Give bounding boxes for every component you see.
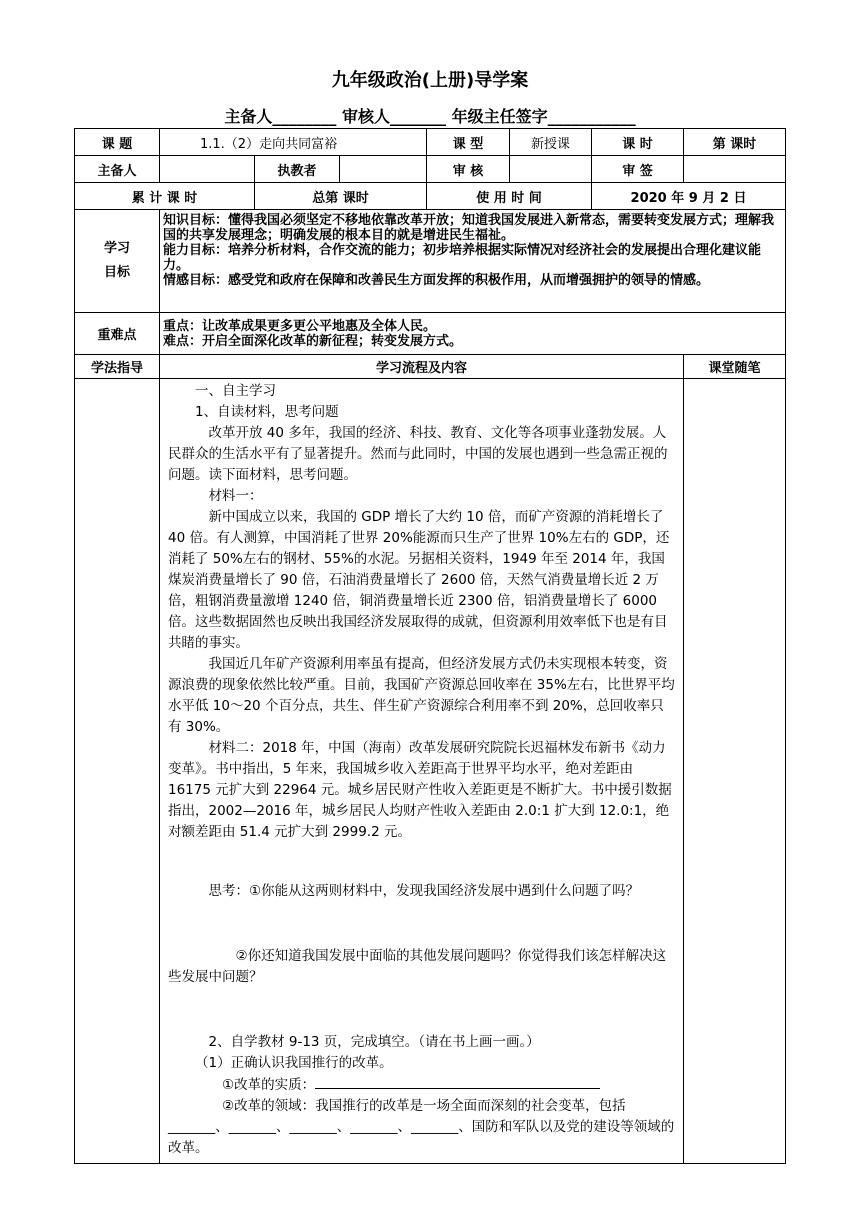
- type-value: 新授课: [510, 129, 592, 156]
- goals-label-line2: 目标: [103, 265, 130, 280]
- date-label: 使 用 时 间: [427, 183, 592, 210]
- method-cell: [75, 379, 160, 1164]
- goal-knowledge: 知识目标：懂得我国必须坚定不移地依靠改革开放；知道我国发展进入新常态，需要转变发展方式；理解我国的共享发展理念；明确发展的根本目的就是增进民生福祉。: [163, 213, 775, 243]
- item-reform: （1）正确认识我国推行的改革。: [195, 1055, 393, 1071]
- review-value: [510, 156, 592, 183]
- row-content: [75, 379, 786, 1164]
- lesson-table: [74, 128, 786, 1164]
- key-point: 重点：让改革成果更多更公平地惠及全体人民。: [163, 318, 437, 334]
- item-reform-essence: [168, 1074, 675, 1096]
- row-schedule: [75, 183, 786, 210]
- notes-cell: [684, 379, 786, 1164]
- row-key-points: [75, 313, 786, 355]
- goals-label-line1: 学习: [103, 241, 130, 256]
- goals-content: [160, 210, 786, 313]
- material1-paragraph1: 新中国成立以来，我国的 GDP 增长了大约 10 倍，而矿产资源的消耗增长了 40 倍。有人测算，中国消耗了世界 20%能源而只生产了世界 10%左右的 GDP，还消耗了 50%左右的钢材、55%的水泥。另据相关资料，1949 年至 2014 年，我国煤炭消费量增长了 90 倍，石油消费量增长了 2600 倍，天然气消费量增长近 2 万倍，粗钢消费量激增 1240 倍，铜消费量增长近 2300 倍，铝消费量增长了 6000 倍。这些数据固然也反映出我国经济发展取得的成就，但资源利用效率低下也是有目共睹的事实。: [168, 509, 670, 651]
- period-value: 第 课时: [684, 129, 786, 156]
- sign-value: [684, 156, 786, 183]
- think-question-2: ②你还知道我国发展中面临的其他发展问题吗？你觉得我们该怎样解决这些发展中问题？: [168, 948, 667, 985]
- material2-paragraph: 材料二：2018 年，中国（海南）改革发展研究院院长迟福林发布新书《动力 变革》。书中指出，5 年来，我国城乡收入差距高于世界平均水平，绝对差距由 16175 元扩大到 22964 元。城乡居民财产性收入差距更是不断扩大。书中援引数据指出，2002—2016 年，城乡居民人均财产性收入差距由 2.0:1 扩大到 12.0:1，绝对额差距由 51.4 元扩大到 2999.2 元。: [168, 740, 672, 840]
- sign-line: 主备人________ 审核人_______ 年级主任签字___________: [224, 107, 636, 126]
- material1-label: 材料一：: [208, 488, 263, 504]
- page-title: 九年级政治(上册)导学案: [331, 70, 529, 91]
- sub-read-material: 1、自读材料，思考问题: [195, 404, 339, 420]
- type-label: 课 型: [427, 129, 510, 156]
- flow-header: 学习流程及内容: [160, 355, 684, 379]
- topic-value: 1.1.（2）走向共同富裕: [160, 129, 427, 156]
- intro-paragraph: 改革开放 40 多年，我国的经济、科技、教育、文化等各项事业蓬勃发展。人民群众的生活水平有了显著提升。然而与此同时，中国的发展也遇到一些急需正视的问题。读下面材料，思考问题。: [168, 425, 668, 483]
- teacher-label: 执教者: [255, 156, 340, 183]
- teacher-value: [340, 156, 427, 183]
- preparer-value: [160, 156, 255, 183]
- preparer-label: 主备人: [75, 156, 160, 183]
- sign-label: 审 签: [592, 156, 684, 183]
- think-question-1: 思考：①你能从这两则材料中，发现我国经济发展中遇到什么问题了吗？: [208, 883, 640, 899]
- date-value: 2020 年 9 月 2 日: [592, 183, 786, 210]
- item-reform-fields: ②改革的领域：我国推行的改革是一场全面而深刻的社会变革，包括_______、_______、_______、_______、_______、国防和军队以及党的建设等领域的改革。: [168, 1098, 675, 1156]
- total-periods: 总第 课时: [255, 183, 427, 210]
- period-label: 课 时: [592, 129, 684, 156]
- row-staff: [75, 156, 786, 183]
- row-topic: [75, 129, 786, 156]
- row-goals: [75, 210, 786, 313]
- method-header: 学法指导: [75, 355, 160, 379]
- item-reform-essence-text: ①改革的实质：: [222, 1077, 316, 1093]
- goal-emotion: 情感目标：感受党和政府在保障和改善民生方面发挥的积极作用，从而增强拥护的领导的情感。: [163, 273, 710, 288]
- goal-ability: 能力目标：培养分析材料，合作交流的能力；初步培养根据实际情况对经济社会的发展提出合理化建议能力。: [163, 243, 762, 273]
- notes-header: 课堂随笔: [684, 355, 786, 379]
- answer-space-2[interactable]: [168, 988, 675, 1032]
- sub-textbook: 2、自学教材 9-13 页，完成填空。（请在书上画一画。）: [208, 1034, 540, 1050]
- review-label: 审 核: [427, 156, 510, 183]
- content-cell: [160, 379, 684, 1164]
- spacer: [168, 843, 675, 881]
- key-points-content: [160, 313, 786, 355]
- essence-blank[interactable]: [315, 1074, 600, 1089]
- key-points-label: 重难点: [75, 313, 160, 355]
- topic-label: 课 题: [75, 129, 160, 156]
- goals-label: [75, 210, 160, 313]
- material1-paragraph2: 我国近几年矿产资源利用率虽有提高，但经济发展方式仍未实现根本转变，资源浪费的现象依然比较严重。目前，我国矿产资源总回收率在 35%左右，比世界平均水平低 10～20 个百分点，共生、伴生矿产资源综合利用率不到 20%，总回收率只有 30%。: [168, 656, 675, 735]
- difficult-point: 难点：开启全面深化改革的新征程；转变发展方式。: [163, 333, 463, 349]
- section-self-study: 一、自主学习: [195, 383, 276, 399]
- row-header: [75, 355, 786, 379]
- cumulative-label: 累 计 课 时: [75, 183, 255, 210]
- answer-space-1[interactable]: [168, 902, 675, 946]
